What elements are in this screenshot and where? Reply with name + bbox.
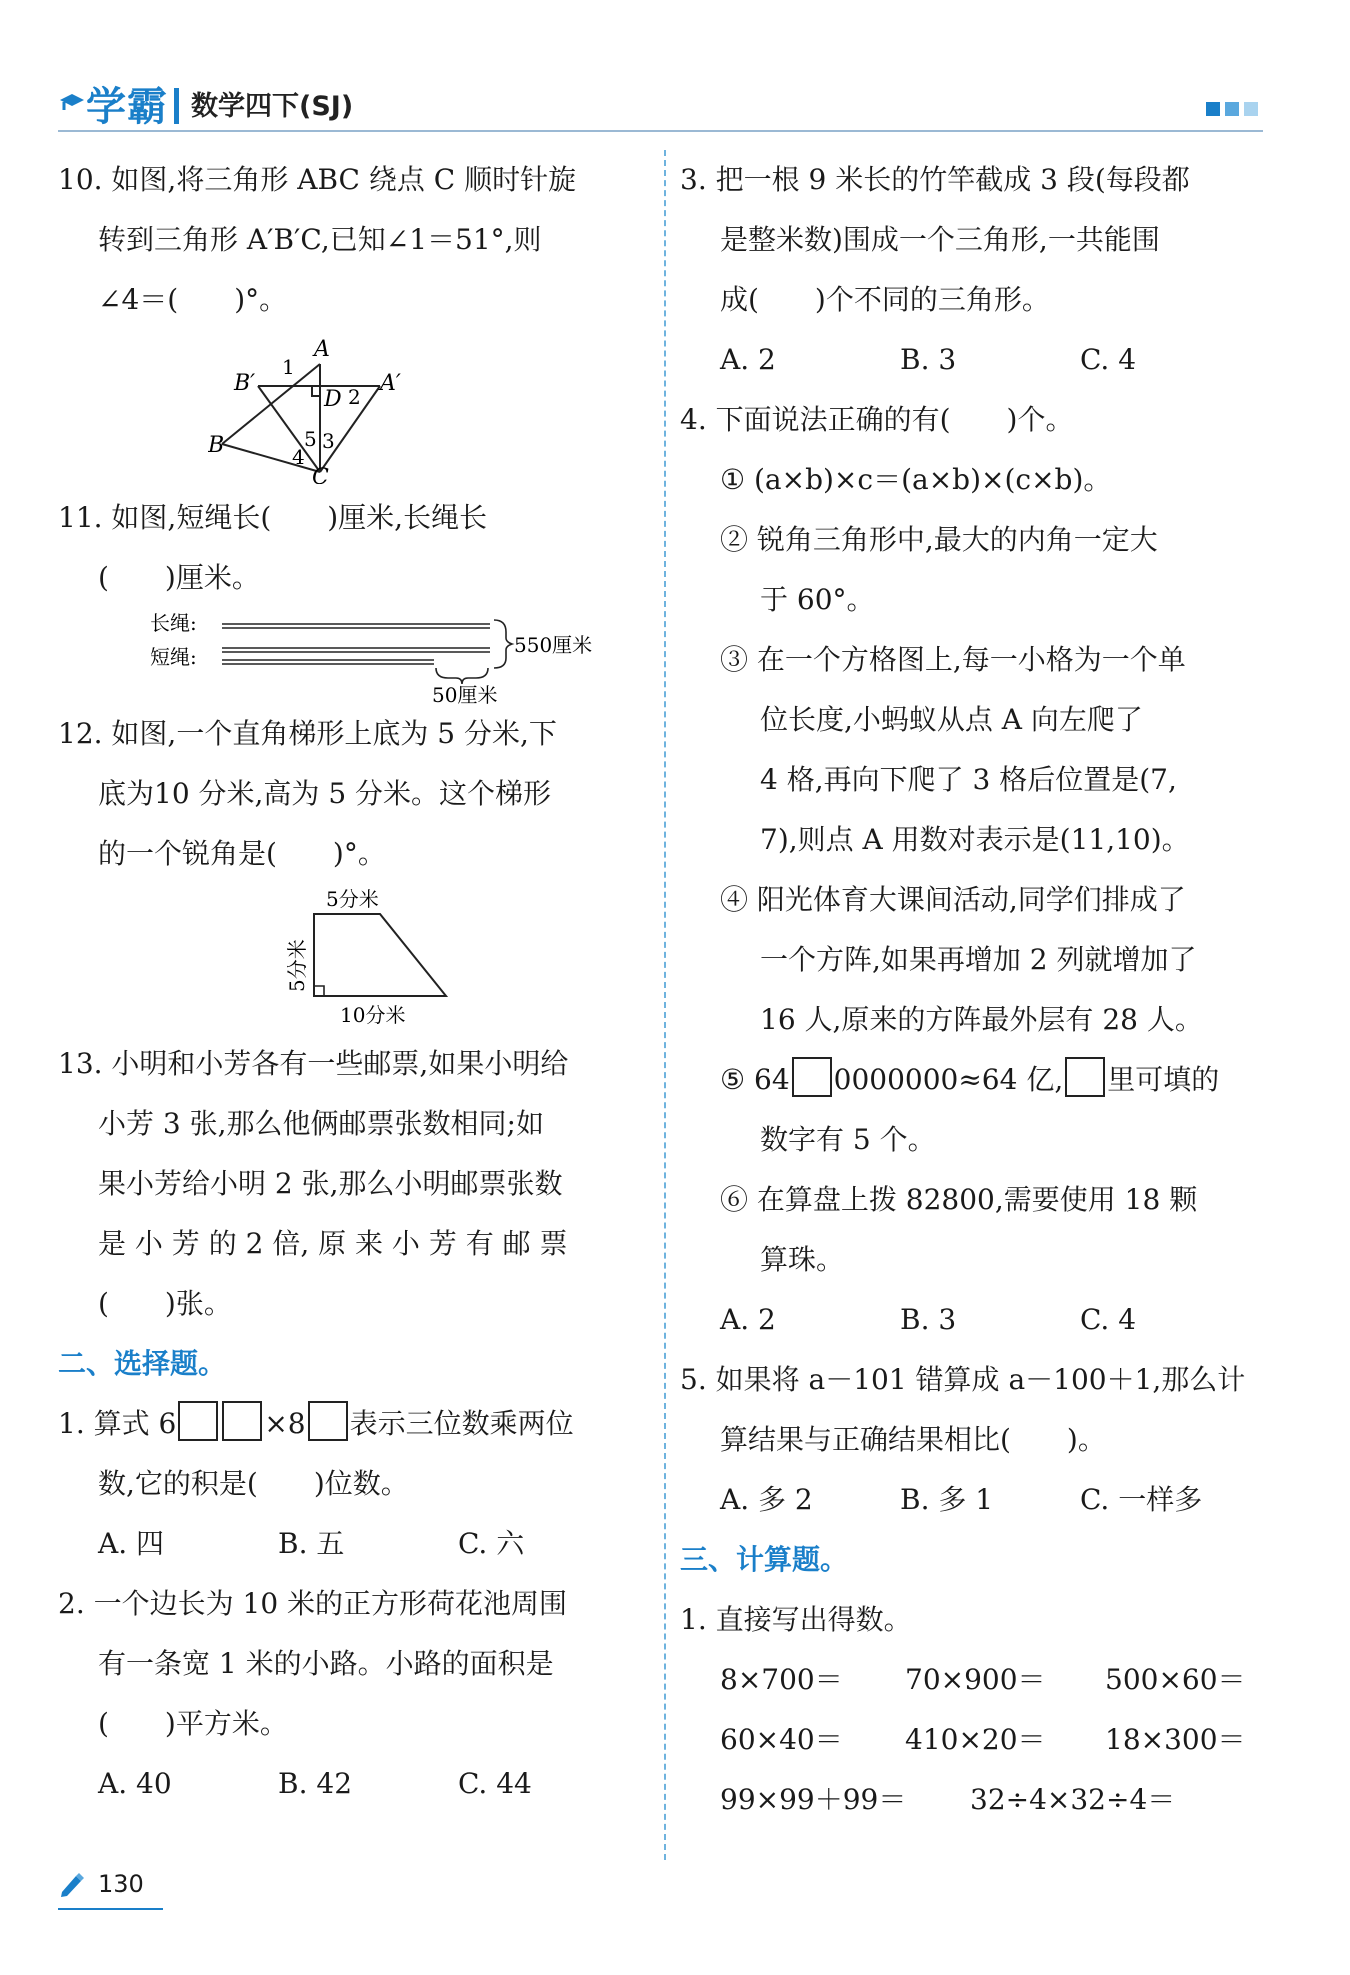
c3-line: 是整米数)围成一个三角形,一共能围	[720, 223, 1160, 256]
left-column	[58, 150, 658, 1814]
q10-line: 10. 如图,将三角形 ABC 绕点 C 顺时针旋	[58, 163, 577, 196]
logo-divider	[174, 88, 179, 124]
angle-3: 3	[322, 429, 335, 453]
q10-line: 转到三角形 A′B′C,已知∠1＝51°,则	[98, 223, 542, 256]
long-rope-label: 长绳:	[150, 611, 197, 635]
c5-line: 5. 如果将 a－101 错算成 a－100＋1,那么计	[680, 1363, 1246, 1396]
square	[1225, 102, 1239, 116]
angle-4: 4	[292, 445, 305, 469]
short-rope-label: 短绳:	[150, 645, 197, 669]
calc-item: 70×900＝	[905, 1663, 1046, 1696]
label-B: B	[208, 433, 225, 458]
option-c[interactable]: C. 4	[1080, 1303, 1137, 1336]
pencil-icon	[58, 1870, 86, 1898]
section-calc-title: 三、计算题。	[680, 1543, 849, 1576]
blank-box[interactable]	[222, 1401, 262, 1441]
label-B-prime: B′	[234, 371, 256, 396]
rotation-figure	[208, 334, 468, 484]
c3-line: 3. 把一根 9 米长的竹竿截成 3 段(每段都	[680, 163, 1190, 196]
statement-4: 一个方阵,如果再增加 2 列就增加了	[760, 943, 1197, 976]
header-squares	[1206, 102, 1258, 116]
option-c[interactable]: C. 44	[458, 1767, 532, 1800]
c2-line: 有一条宽 1 米的小路。小路的面积是	[98, 1647, 554, 1680]
label-A: A	[314, 337, 330, 362]
c4-options	[680, 1290, 1280, 1350]
calc-1	[680, 1590, 1280, 1650]
c4-line: 4. 下面说法正确的有( )个。	[680, 403, 1074, 436]
calc-row-2	[680, 1710, 1280, 1770]
option-a[interactable]: A. 多 2	[720, 1483, 813, 1516]
footer	[58, 1870, 144, 1898]
option-a[interactable]: A. 2	[720, 343, 776, 376]
s5-text: ⑤ 64	[720, 1063, 790, 1096]
q10-line: ∠4＝( )°。	[98, 283, 288, 316]
statement-2: ② 锐角三角形中,最大的内角一定大	[720, 523, 1158, 556]
q13-line: 是 小 芳 的 2 倍, 原 来 小 芳 有 邮 票	[98, 1227, 568, 1260]
header-rule	[58, 130, 1263, 132]
c3-line: 成( )个不同的三角形。	[720, 283, 1050, 316]
calc-item: 32÷4×32÷4＝	[970, 1783, 1176, 1816]
s5-text: 0000000≈64 亿,	[833, 1063, 1064, 1096]
option-b[interactable]: B. 42	[278, 1767, 353, 1800]
statement-2: 于 60°。	[760, 583, 875, 616]
calc-item: 18×300＝	[1105, 1723, 1246, 1756]
choice-3	[680, 150, 1280, 330]
label-A-prime: A′	[380, 371, 401, 396]
statement-3: 7),则点 A 用数对表示是(11,10)。	[760, 823, 1190, 856]
statement-4: 16 人,原来的方阵最外层有 28 人。	[760, 1003, 1203, 1036]
option-b[interactable]: B. 3	[900, 343, 957, 376]
statement-3: ③ 在一个方格图上,每一小格为一个单	[720, 643, 1186, 676]
option-c[interactable]: C. 4	[1080, 343, 1137, 376]
option-b[interactable]: B. 3	[900, 1303, 957, 1336]
angle-5: 5	[304, 427, 317, 451]
header	[58, 80, 353, 130]
option-b[interactable]: B. 五	[278, 1527, 345, 1560]
question-11	[58, 488, 658, 608]
option-a[interactable]: A. 四	[98, 1527, 165, 1560]
question-12	[58, 704, 658, 884]
c5-line: 算结果与正确结果相比( )。	[720, 1423, 1106, 1456]
section-choice-title: 二、选择题。	[58, 1347, 227, 1380]
label-C: C	[312, 465, 329, 484]
calc-row-3	[680, 1770, 1280, 1830]
c1-line: 数,它的积是( )位数。	[98, 1467, 409, 1500]
calc-item: 99×99＋99＝	[720, 1783, 907, 1816]
calc-row-1	[680, 1650, 1280, 1710]
blank-box[interactable]	[1065, 1057, 1105, 1097]
page-number: 130	[98, 1870, 144, 1898]
statement-5: 数字有 5 个。	[760, 1123, 936, 1156]
label-D: D	[324, 387, 342, 412]
choice-4	[680, 390, 1280, 450]
q13-line: ( )张。	[98, 1287, 232, 1320]
option-a[interactable]: A. 40	[98, 1767, 172, 1800]
choice-1	[58, 1394, 658, 1514]
rope-figure	[150, 608, 610, 704]
choice-5	[680, 1350, 1280, 1470]
option-c[interactable]: C. 六	[458, 1527, 525, 1560]
square	[1244, 102, 1258, 116]
q11-line: 11. 如图,短绳长( )厘米,长绳长	[58, 501, 488, 534]
angle-1: 1	[282, 355, 295, 379]
q12-line: 底为10 分米,高为 5 分米。这个梯形	[98, 777, 552, 810]
statement-1: ① (a×b)×c＝(a×b)×(c×b)。	[720, 463, 1112, 496]
statement-4: ④ 阳光体育大课间活动,同学们排成了	[720, 883, 1186, 916]
logo-text: 学霸	[86, 84, 168, 130]
trapezoid-figure	[280, 884, 500, 1034]
s5-text: 里可填的	[1107, 1063, 1220, 1096]
c1-text: 1. 算式 6	[58, 1407, 177, 1440]
blank-box[interactable]	[308, 1401, 348, 1441]
statement-6: ⑥ 在算盘上拨 82800,需要使用 18 颗	[720, 1183, 1198, 1216]
calc-item: 60×40＝	[720, 1723, 843, 1756]
c1-text: ×8	[264, 1407, 306, 1440]
c3-options	[680, 330, 1280, 390]
q12-line: 12. 如图,一个直角梯形上底为 5 分米,下	[58, 717, 557, 750]
book-title: 数学四下(SJ)	[191, 91, 354, 122]
choice-2	[58, 1574, 658, 1754]
bottom-base-label: 10分米	[340, 1003, 406, 1027]
q13-line: 小芳 3 张,那么他俩邮票张数相同;如	[98, 1107, 544, 1140]
calc-item: 500×60＝	[1105, 1663, 1246, 1696]
c5-options	[680, 1470, 1280, 1530]
statement-3: 位长度,小蚂蚁从点 A 向左爬了	[760, 703, 1143, 736]
c2-line: 2. 一个边长为 10 米的正方形荷花池周围	[58, 1587, 568, 1620]
statement-3: 4 格,再向下爬了 3 格后位置是(7,	[760, 763, 1177, 796]
question-13	[58, 1034, 658, 1334]
calc-item: 8×700＝	[720, 1663, 843, 1696]
statement-6: 算珠。	[760, 1243, 845, 1276]
footer-rule	[58, 1908, 163, 1910]
option-c[interactable]: C. 一样多	[1080, 1483, 1203, 1516]
c1-options	[58, 1514, 658, 1574]
height-label: 5分米	[285, 939, 309, 992]
c1-text: 表示三位数乘两位	[349, 1407, 574, 1440]
c2-options	[58, 1754, 658, 1814]
q13-line: 13. 小明和小芳各有一些邮票,如果小明给	[58, 1047, 569, 1080]
q11-line: ( )厘米。	[98, 561, 260, 594]
q12-line: 的一个锐角是( )°。	[98, 837, 386, 870]
blank-box[interactable]	[792, 1057, 832, 1097]
option-a[interactable]: A. 2	[720, 1303, 776, 1336]
blank-box[interactable]	[178, 1401, 218, 1441]
c2-line: ( )平方米。	[98, 1707, 288, 1740]
mortarboard-icon	[58, 90, 84, 120]
c1-line	[58, 1394, 658, 1454]
top-base-label: 5分米	[326, 887, 379, 911]
total-length: 550厘米	[514, 633, 593, 657]
question-10	[58, 150, 658, 330]
q13-line: 果小芳给小明 2 张,那么小明邮票张数	[98, 1167, 563, 1200]
right-column	[680, 150, 1280, 1830]
square	[1206, 102, 1220, 116]
column-divider	[664, 150, 666, 1860]
difference-length: 50厘米	[432, 683, 498, 704]
statement-5	[680, 1050, 1280, 1110]
calc-title: 1. 直接写出得数。	[680, 1603, 912, 1636]
calc-item: 410×20＝	[905, 1723, 1046, 1756]
option-b[interactable]: B. 多 1	[900, 1483, 994, 1516]
angle-2: 2	[348, 385, 361, 409]
